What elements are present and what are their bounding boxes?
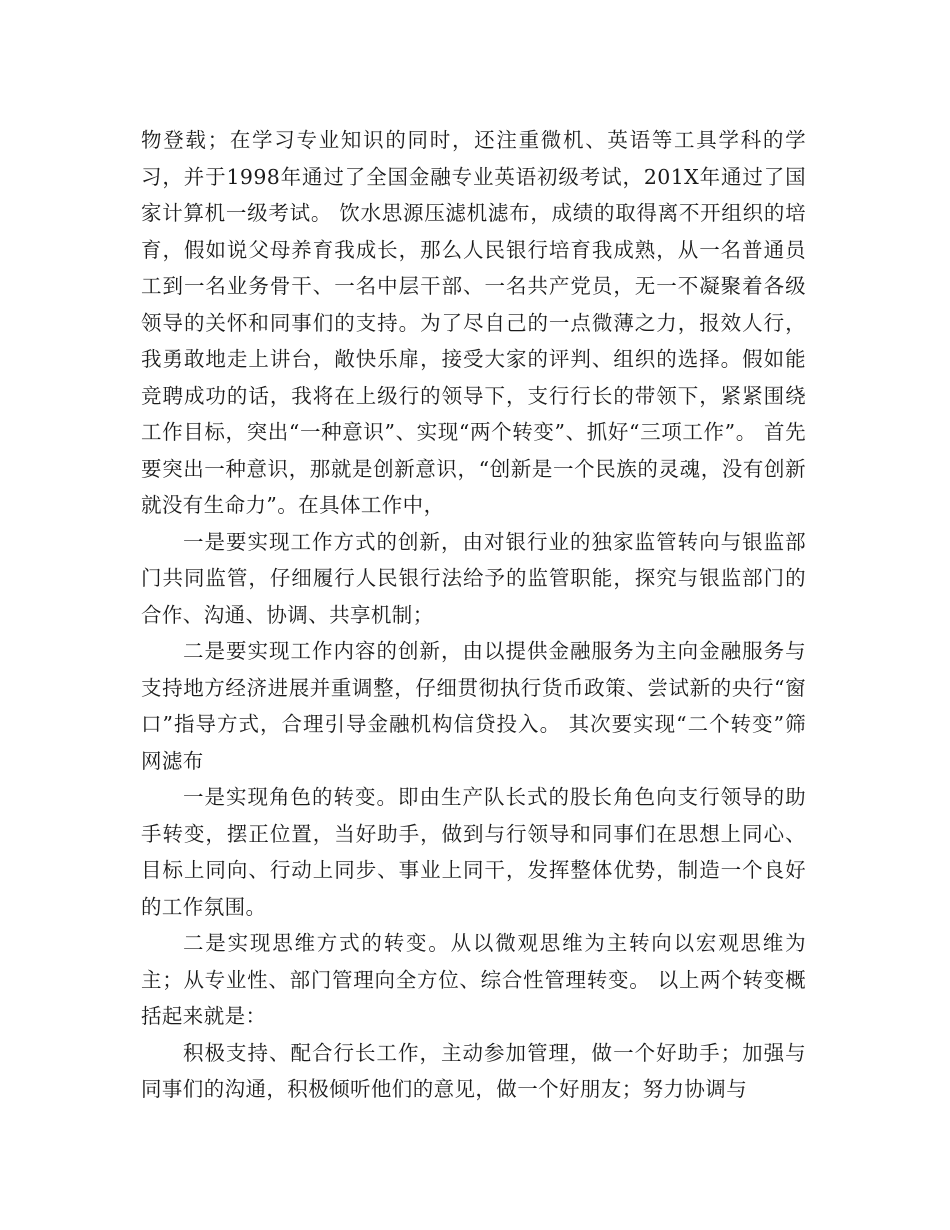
paragraph-5: 二是实现思维方式的转变。从以微观思维为主转向以宏观思维为主；从专业性、部门管理向全方位、综合性管理转变。 以上两个转变概括起来就是： <box>141 931 806 1028</box>
paragraph-2: 一是要实现工作方式的创新，由对银行业的独家监管转向与银监部门共同监管，仔细履行人民银行法给予的监管职能，探究与银监部门的合作、沟通、协调、共享机制； <box>141 529 806 627</box>
paragraph-3: 二是要实现工作内容的创新，由以提供金融服务为主向金融服务与支持地方经济进展并重调整，仔细贯彻执行货币政策、尝试新的央行“窗口”指导方式，合理引导金融机构信贷投入。 其次要实现“二个转变”筛网滤布 <box>141 639 806 773</box>
paragraph-1: 物登载；在学习专业知识的同时，还注重微机、英语等工具学科的学习，并于1998年通过了全国金融专业英语初级考试，201X年通过了国家计算机一级考试。 饮水思源压滤机滤布，成绩的取得离不开组织的培育，假如说父母养育我成长，那么人民银行培育我成熟，从一名普通员工到一名业务骨干、一名中层干部、一名共产党员，无一不凝聚着各级领导的关怀和同事们的支持。为了尽自己的一点微薄之力，报效人行，我勇敢地走上讲台，敞快乐扉，接受大家的评判、组织的选择。假如能竞聘成功的话，我将在上级行的领导下，支行行长的带领下，紧紧围绕工作目标，突出“一种意识”、实现“两个转变”、抓好“三项工作”。 首先要突出一种意识，那就是创新意识，“创新是一个民族的灵魂，没有创新就没有生命力”。在具体工作中， <box>141 128 806 517</box>
paragraph-6: 积极支持、配合行长工作，主动参加管理，做一个好助手；加强与同事们的沟通，积极倾听他们的意见，做一个好朋友；努力协调与 <box>141 1040 806 1101</box>
paragraph-4: 一是实现角色的转变。即由生产队长式的股长角色向支行领导的助手转变，摆正位置，当好助手，做到与行领导和同事们在思想上同心、目标上同向、行动上同步、事业上同干，发挥整体优势，制造一个良好的工作氛围。 <box>141 785 806 919</box>
document-page <box>141 122 806 1108</box>
